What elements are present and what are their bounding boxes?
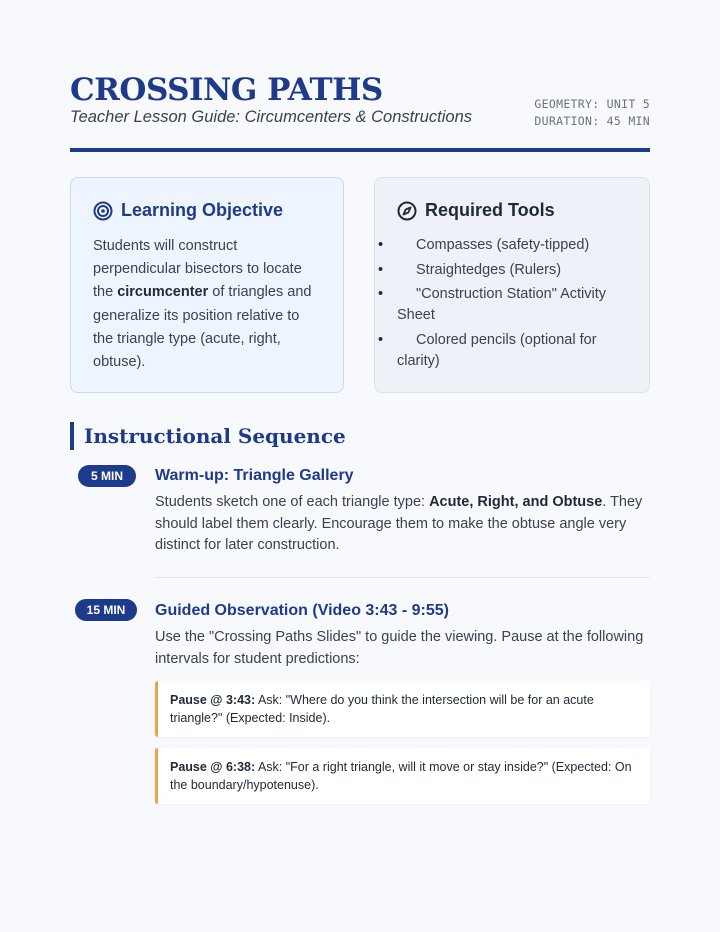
step-description: Use the "Crossing Paths Slides" to guide the viewing. Pause at the following intervals for student predictions: <box>155 629 644 667</box>
pause-callout <box>155 748 650 804</box>
lesson-meta <box>534 96 650 130</box>
list-item: • Compasses (safety-tipped) <box>397 235 627 256</box>
tools-title: Required Tools <box>425 200 555 220</box>
pause-text: Ask: "For a right triangle, will it move or stay inside?" (Expected: On the boundary/hypotenuse). <box>170 760 632 792</box>
objective-text-part: Students will construct perpendicular bisectors to locate the <box>93 238 302 301</box>
objective-title: Learning Objective <box>121 200 284 220</box>
section-title: Instructional Sequence <box>84 424 346 448</box>
objective-text <box>93 235 321 374</box>
objective-text-part: of triangles and generalize its position relative to the triangle type (acute, right, obtuse). <box>93 284 312 371</box>
page-header <box>70 70 650 152</box>
learning-objective-card <box>70 177 344 393</box>
section-header <box>70 422 346 450</box>
list-item: • Colored pencils (optional for clarity) <box>397 330 627 372</box>
step-text-part: Students sketch one of each triangle type: <box>155 494 430 510</box>
step-description <box>155 492 650 557</box>
tools-header <box>397 200 627 221</box>
required-tools-card <box>374 177 650 393</box>
step-text-part: . They should label them clearly. Encourage them to make the obtuse angle very distinct for later construction. <box>155 494 643 553</box>
pause-callout <box>155 681 650 737</box>
step-title: Guided Observation (Video 3:43 - 9:55) <box>155 602 449 619</box>
objective-header <box>93 200 321 221</box>
objective-keyword: circumcenter <box>117 284 209 301</box>
duration-badge: 5 MIN <box>78 465 136 487</box>
step-title: Warm-up: Triangle Gallery <box>155 467 354 484</box>
meta-duration: DURATION: 45 MIN <box>534 114 650 128</box>
pause-text: Ask: "Where do you think the intersection will be for an acute triangle?" (Expected: Inside). <box>170 693 594 725</box>
page-title: CROSSING PATHS <box>70 72 383 108</box>
list-item: • Straightedges (Rulers) <box>397 260 627 281</box>
tools-list <box>397 235 627 372</box>
meta-unit: GEOMETRY: UNIT 5 <box>534 97 650 111</box>
target-icon <box>93 201 113 221</box>
compass-icon <box>397 201 417 221</box>
step-keyword: Acute, Right, and Obtuse <box>429 494 603 510</box>
pause-label: Pause @ 6:38: <box>170 760 256 774</box>
step-divider <box>155 577 650 578</box>
list-item: • "Construction Station" Activity Sheet <box>397 284 627 326</box>
duration-badge: 15 MIN <box>75 599 137 621</box>
pause-label: Pause @ 3:43: <box>170 693 256 707</box>
page-subtitle: Teacher Lesson Guide: Circumcenters & Constructions <box>70 108 472 126</box>
